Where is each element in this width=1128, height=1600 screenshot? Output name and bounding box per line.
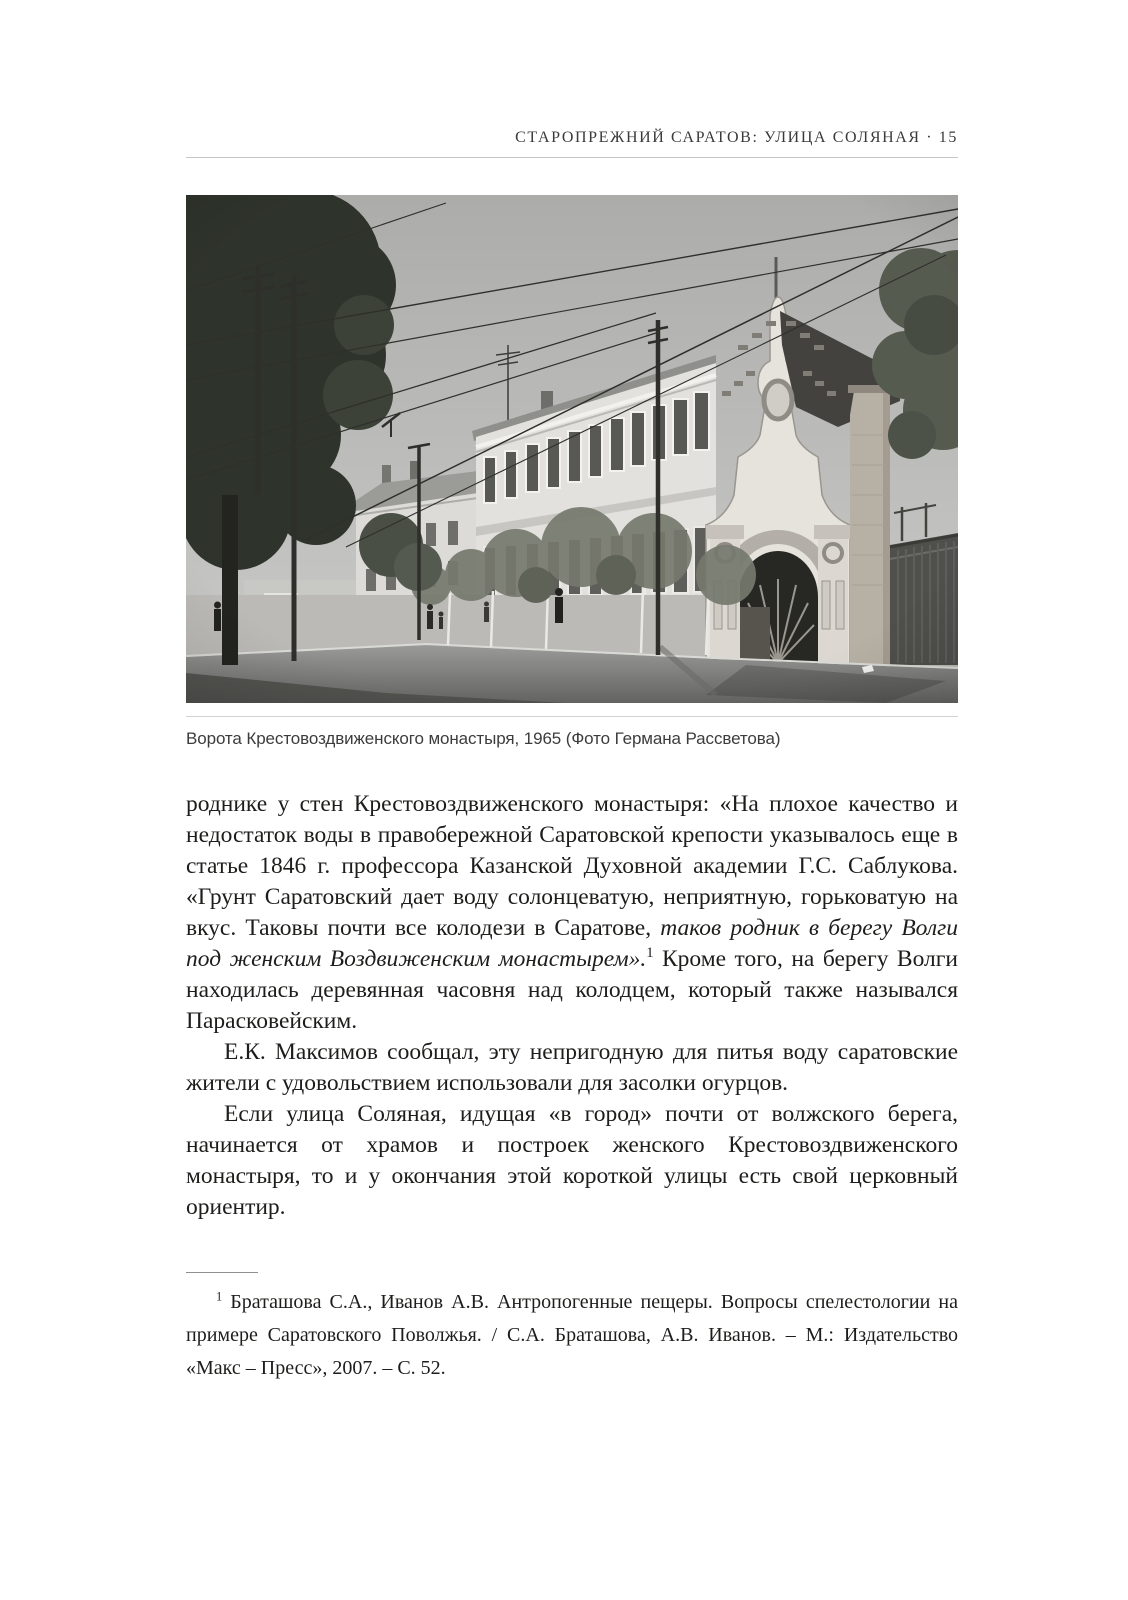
text-run: Кроме того, на берегу Волги находилась деревянная часовня над колодцем, который также назывался Парасковейским. bbox=[186, 946, 958, 1034]
footnote-ref: 1 bbox=[646, 945, 654, 962]
running-header-text: СТАРОПРЕЖНИЙ САРАТОВ: УЛИЦА СОЛЯНАЯ · 15 bbox=[515, 129, 958, 146]
photo-caption: Ворота Крестовоздвиженского монастыря, 1965 (Фото Германа Рассветова) bbox=[186, 729, 781, 748]
street-photo-illustration bbox=[186, 195, 958, 703]
paragraph-3: Если улица Соляная, идущая «в город» почти от волжского берега, начинается от храмов и построек женского Крестовоздвиженского монастыря, то и у окончания этой короткой улицы есть свой церковный ориентир. bbox=[186, 1101, 958, 1220]
body-text bbox=[186, 789, 958, 1223]
paragraph-2: Е.К. Максимов сообщал, эту непригодную для питья воду саратовские жители с удовольствием использовали для засолки огурцов. bbox=[186, 1039, 958, 1096]
footnote-text: Браташова С.А., Иванов А.В. Антропогенные пещеры. Вопросы спелестологии на примере Саратовского Поволжья. / С.А. Браташова, А.В. Иванов. – М.: Издательство «Макс – Пресс», 2007. – С. 52. bbox=[186, 1291, 958, 1379]
text-run: роднике у стен Крестовоздвиженского монастыря: «На плохое качество и недостаток воды в правобережной Саратовской крепости указывалось еще в статье 1846 г. профессора Казанской Духовной академии Г.С. Саблукова. «Грунт Саратовский дает воду солонцеватую, неприятную, горьковатую на вкус. Таковы почти все колодези в Саратове, bbox=[186, 791, 958, 941]
footnote-marker: 1 bbox=[216, 1289, 223, 1304]
header-rule bbox=[186, 157, 958, 158]
street-photo bbox=[186, 195, 958, 703]
figure bbox=[186, 195, 958, 750]
paragraph-1 bbox=[186, 789, 958, 1037]
running-header bbox=[186, 128, 958, 148]
photo-vignette bbox=[186, 195, 958, 703]
footnote-separator bbox=[186, 1272, 258, 1273]
caption-rule bbox=[186, 716, 958, 717]
footnote bbox=[186, 1286, 958, 1385]
italic-quote: таков родник в берегу Волги под женским Воздвиженским монастырем». bbox=[186, 915, 959, 972]
